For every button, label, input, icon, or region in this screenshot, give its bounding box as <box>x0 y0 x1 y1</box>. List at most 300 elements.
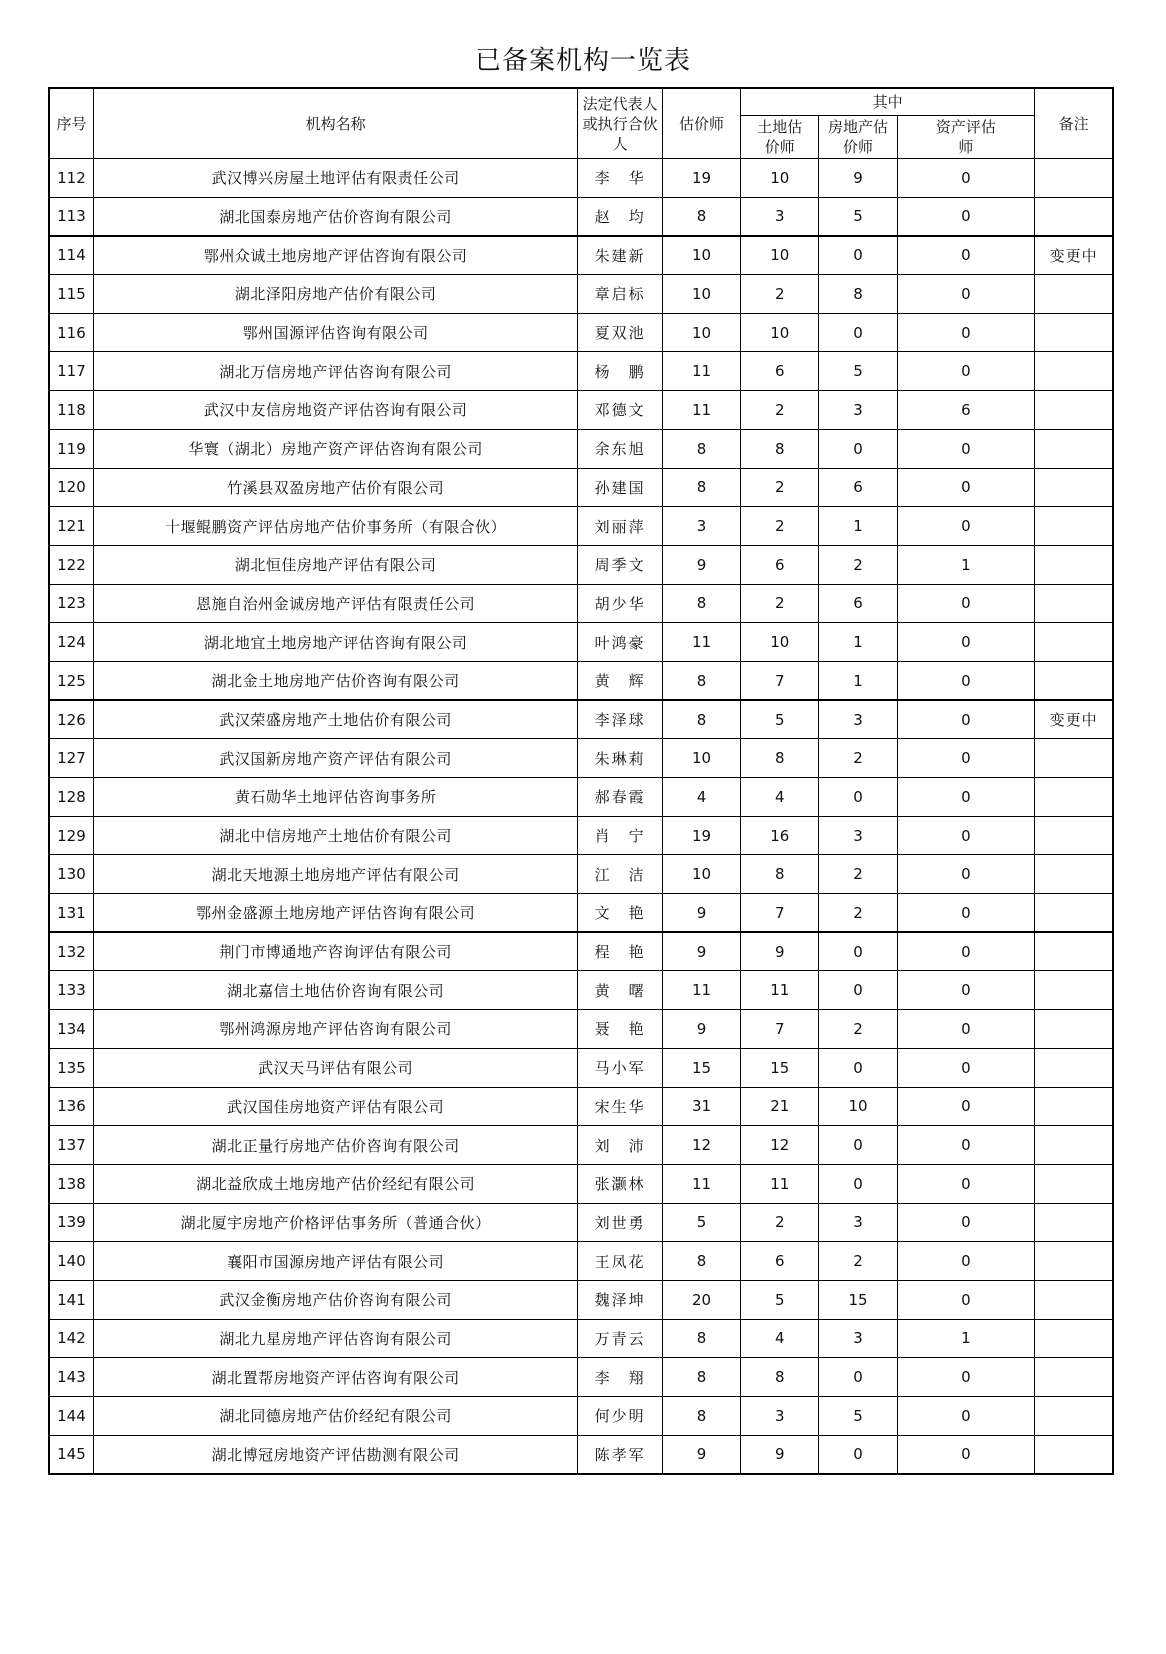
header-seq: 序号 <box>49 88 93 159</box>
cell-land-valuers: 5 <box>741 700 819 739</box>
cell-note <box>1035 932 1113 971</box>
cell-legal-rep: 李 翔 <box>578 1358 663 1397</box>
cell-realestate-valuers: 0 <box>819 236 897 275</box>
cell-seq: 116 <box>49 313 93 352</box>
cell-valuers: 8 <box>662 429 740 468</box>
cell-legal-rep: 黄 辉 <box>578 661 663 700</box>
cell-realestate-valuers: 2 <box>819 545 897 584</box>
cell-org-name: 湖北万信房地产评估咨询有限公司 <box>93 352 577 391</box>
cell-note <box>1035 1358 1113 1397</box>
cell-land-valuers: 8 <box>741 855 819 894</box>
cell-note <box>1035 1435 1113 1474</box>
cell-seq: 133 <box>49 971 93 1010</box>
cell-realestate-valuers: 2 <box>819 739 897 778</box>
cell-seq: 112 <box>49 159 93 198</box>
cell-realestate-valuers: 6 <box>819 468 897 507</box>
cell-valuers: 20 <box>662 1280 740 1319</box>
cell-realestate-valuers: 0 <box>819 1048 897 1087</box>
table-row <box>49 429 1113 468</box>
cell-asset-appraisers: 0 <box>897 623 1035 662</box>
registry-table <box>48 87 1114 1475</box>
cell-note <box>1035 468 1113 507</box>
cell-org-name: 华寰（湖北）房地产资产评估咨询有限公司 <box>93 429 577 468</box>
header-of-which: 其中 <box>741 88 1035 116</box>
cell-valuers: 10 <box>662 739 740 778</box>
cell-land-valuers: 2 <box>741 468 819 507</box>
cell-land-valuers: 10 <box>741 159 819 198</box>
cell-seq: 135 <box>49 1048 93 1087</box>
table-row <box>49 313 1113 352</box>
cell-seq: 115 <box>49 275 93 314</box>
cell-org-name: 湖北嘉信土地估价咨询有限公司 <box>93 971 577 1010</box>
cell-asset-appraisers: 0 <box>897 1048 1035 1087</box>
cell-realestate-valuers: 1 <box>819 623 897 662</box>
cell-asset-appraisers: 6 <box>897 391 1035 430</box>
table-row <box>49 391 1113 430</box>
cell-seq: 128 <box>49 778 93 817</box>
table-row <box>49 275 1113 314</box>
cell-legal-rep: 郝春霞 <box>578 778 663 817</box>
cell-realestate-valuers: 1 <box>819 507 897 546</box>
cell-note <box>1035 197 1113 236</box>
cell-legal-rep: 刘世勇 <box>578 1203 663 1242</box>
table-row <box>49 1397 1113 1436</box>
cell-org-name: 武汉金衡房地产估价咨询有限公司 <box>93 1280 577 1319</box>
cell-land-valuers: 12 <box>741 1126 819 1165</box>
cell-seq: 141 <box>49 1280 93 1319</box>
cell-land-valuers: 2 <box>741 1203 819 1242</box>
cell-land-valuers: 7 <box>741 1010 819 1049</box>
table-row <box>49 1203 1113 1242</box>
cell-org-name: 襄阳市国源房地产评估有限公司 <box>93 1242 577 1281</box>
cell-seq: 144 <box>49 1397 93 1436</box>
table-row <box>49 623 1113 662</box>
cell-land-valuers: 11 <box>741 971 819 1010</box>
cell-land-valuers: 10 <box>741 313 819 352</box>
cell-asset-appraisers: 0 <box>897 700 1035 739</box>
cell-realestate-valuers: 0 <box>819 1358 897 1397</box>
cell-legal-rep: 王凤花 <box>578 1242 663 1281</box>
cell-seq: 136 <box>49 1087 93 1126</box>
cell-org-name: 湖北国泰房地产估价咨询有限公司 <box>93 197 577 236</box>
table-row <box>49 1280 1113 1319</box>
cell-valuers: 10 <box>662 275 740 314</box>
cell-legal-rep: 孙建国 <box>578 468 663 507</box>
table-row <box>49 197 1113 236</box>
cell-valuers: 8 <box>662 700 740 739</box>
cell-valuers: 11 <box>662 1164 740 1203</box>
cell-note <box>1035 816 1113 855</box>
cell-org-name: 武汉博兴房屋土地评估有限责任公司 <box>93 159 577 198</box>
cell-legal-rep: 文 艳 <box>578 894 663 933</box>
table-row <box>49 1126 1113 1165</box>
cell-valuers: 19 <box>662 159 740 198</box>
cell-legal-rep: 刘 沛 <box>578 1126 663 1165</box>
cell-realestate-valuers: 10 <box>819 1087 897 1126</box>
cell-legal-rep: 张灏林 <box>578 1164 663 1203</box>
cell-realestate-valuers: 2 <box>819 894 897 933</box>
cell-asset-appraisers: 1 <box>897 1319 1035 1358</box>
cell-valuers: 9 <box>662 545 740 584</box>
cell-valuers: 8 <box>662 1319 740 1358</box>
cell-asset-appraisers: 0 <box>897 275 1035 314</box>
table-row <box>49 778 1113 817</box>
table-row <box>49 352 1113 391</box>
header-note: 备注 <box>1035 88 1113 159</box>
cell-realestate-valuers: 0 <box>819 971 897 1010</box>
cell-legal-rep: 叶鸿豪 <box>578 623 663 662</box>
cell-valuers: 5 <box>662 1203 740 1242</box>
cell-seq: 131 <box>49 894 93 933</box>
cell-realestate-valuers: 5 <box>819 352 897 391</box>
table-row <box>49 739 1113 778</box>
cell-note: 变更中 <box>1035 236 1113 275</box>
cell-land-valuers: 7 <box>741 894 819 933</box>
cell-note <box>1035 1164 1113 1203</box>
cell-realestate-valuers: 0 <box>819 313 897 352</box>
cell-legal-rep: 章启标 <box>578 275 663 314</box>
cell-note <box>1035 1126 1113 1165</box>
cell-asset-appraisers: 0 <box>897 1164 1035 1203</box>
table-row <box>49 236 1113 275</box>
cell-org-name: 湖北正量行房地产估价咨询有限公司 <box>93 1126 577 1165</box>
cell-seq: 127 <box>49 739 93 778</box>
cell-legal-rep: 肖 宁 <box>578 816 663 855</box>
cell-valuers: 8 <box>662 584 740 623</box>
cell-org-name: 武汉荣盛房地产土地估价有限公司 <box>93 700 577 739</box>
cell-realestate-valuers: 6 <box>819 584 897 623</box>
cell-note <box>1035 275 1113 314</box>
cell-org-name: 鄂州金盛源土地房地产评估咨询有限公司 <box>93 894 577 933</box>
cell-valuers: 11 <box>662 352 740 391</box>
cell-org-name: 鄂州鸿源房地产评估咨询有限公司 <box>93 1010 577 1049</box>
cell-legal-rep: 程 艳 <box>578 932 663 971</box>
cell-valuers: 9 <box>662 894 740 933</box>
cell-org-name: 湖北恒佳房地产评估有限公司 <box>93 545 577 584</box>
table-row <box>49 1048 1113 1087</box>
cell-realestate-valuers: 15 <box>819 1280 897 1319</box>
header-name: 机构名称 <box>93 88 577 159</box>
cell-seq: 140 <box>49 1242 93 1281</box>
cell-valuers: 4 <box>662 778 740 817</box>
cell-realestate-valuers: 3 <box>819 1319 897 1358</box>
cell-note <box>1035 1280 1113 1319</box>
cell-valuers: 11 <box>662 391 740 430</box>
cell-org-name: 荆门市博通地产咨询评估有限公司 <box>93 932 577 971</box>
cell-seq: 120 <box>49 468 93 507</box>
cell-org-name: 湖北厦宇房地产价格评估事务所（普通合伙） <box>93 1203 577 1242</box>
cell-valuers: 10 <box>662 236 740 275</box>
cell-land-valuers: 21 <box>741 1087 819 1126</box>
cell-asset-appraisers: 0 <box>897 159 1035 198</box>
cell-valuers: 8 <box>662 1358 740 1397</box>
cell-realestate-valuers: 3 <box>819 700 897 739</box>
cell-org-name: 湖北泽阳房地产估价有限公司 <box>93 275 577 314</box>
cell-asset-appraisers: 0 <box>897 739 1035 778</box>
cell-legal-rep: 夏双池 <box>578 313 663 352</box>
cell-legal-rep: 黄 曙 <box>578 971 663 1010</box>
cell-org-name: 湖北金土地房地产估价咨询有限公司 <box>93 661 577 700</box>
cell-legal-rep: 刘丽萍 <box>578 507 663 546</box>
cell-note <box>1035 429 1113 468</box>
cell-org-name: 湖北博冠房地资产评估勘测有限公司 <box>93 1435 577 1474</box>
cell-land-valuers: 8 <box>741 739 819 778</box>
cell-realestate-valuers: 5 <box>819 1397 897 1436</box>
cell-realestate-valuers: 0 <box>819 1164 897 1203</box>
cell-legal-rep: 宋生华 <box>578 1087 663 1126</box>
cell-seq: 122 <box>49 545 93 584</box>
header-realestate: 房地产估价师 <box>819 116 897 159</box>
cell-asset-appraisers: 0 <box>897 507 1035 546</box>
cell-legal-rep: 周季文 <box>578 545 663 584</box>
cell-asset-appraisers: 0 <box>897 1010 1035 1049</box>
cell-land-valuers: 6 <box>741 352 819 391</box>
cell-valuers: 8 <box>662 468 740 507</box>
table-row <box>49 894 1113 933</box>
header-land: 土地估价师 <box>741 116 819 159</box>
cell-valuers: 15 <box>662 1048 740 1087</box>
cell-asset-appraisers: 0 <box>897 778 1035 817</box>
cell-valuers: 9 <box>662 1010 740 1049</box>
table-row <box>49 1164 1113 1203</box>
cell-valuers: 8 <box>662 661 740 700</box>
cell-note <box>1035 391 1113 430</box>
cell-asset-appraisers: 0 <box>897 661 1035 700</box>
cell-note <box>1035 1010 1113 1049</box>
cell-realestate-valuers: 0 <box>819 778 897 817</box>
cell-land-valuers: 8 <box>741 1358 819 1397</box>
cell-asset-appraisers: 0 <box>897 1242 1035 1281</box>
cell-valuers: 31 <box>662 1087 740 1126</box>
cell-valuers: 19 <box>662 816 740 855</box>
cell-asset-appraisers: 0 <box>897 855 1035 894</box>
cell-valuers: 8 <box>662 1397 740 1436</box>
cell-realestate-valuers: 2 <box>819 855 897 894</box>
cell-org-name: 湖北益欣成土地房地产估价经纪有限公司 <box>93 1164 577 1203</box>
cell-seq: 118 <box>49 391 93 430</box>
cell-note: 变更中 <box>1035 700 1113 739</box>
header-valuers: 估价师 <box>662 88 740 159</box>
cell-seq: 132 <box>49 932 93 971</box>
cell-seq: 117 <box>49 352 93 391</box>
cell-seq: 114 <box>49 236 93 275</box>
cell-asset-appraisers: 0 <box>897 894 1035 933</box>
cell-note <box>1035 894 1113 933</box>
table-row <box>49 468 1113 507</box>
cell-legal-rep: 杨 鹏 <box>578 352 663 391</box>
cell-note <box>1035 1087 1113 1126</box>
cell-valuers: 11 <box>662 623 740 662</box>
cell-realestate-valuers: 3 <box>819 391 897 430</box>
cell-asset-appraisers: 0 <box>897 197 1035 236</box>
cell-land-valuers: 2 <box>741 391 819 430</box>
cell-org-name: 鄂州众诚土地房地产评估咨询有限公司 <box>93 236 577 275</box>
cell-note <box>1035 971 1113 1010</box>
cell-org-name: 恩施自治州金诚房地产评估有限责任公司 <box>93 584 577 623</box>
cell-org-name: 鄂州国源评估咨询有限公司 <box>93 313 577 352</box>
cell-seq: 126 <box>49 700 93 739</box>
cell-land-valuers: 8 <box>741 429 819 468</box>
cell-land-valuers: 11 <box>741 1164 819 1203</box>
cell-legal-rep: 赵 均 <box>578 197 663 236</box>
cell-seq: 145 <box>49 1435 93 1474</box>
cell-land-valuers: 16 <box>741 816 819 855</box>
cell-asset-appraisers: 0 <box>897 1126 1035 1165</box>
cell-asset-appraisers: 0 <box>897 352 1035 391</box>
table-row <box>49 932 1113 971</box>
cell-asset-appraisers: 0 <box>897 932 1035 971</box>
cell-land-valuers: 15 <box>741 1048 819 1087</box>
cell-seq: 124 <box>49 623 93 662</box>
cell-asset-appraisers: 0 <box>897 1203 1035 1242</box>
cell-legal-rep: 朱琳莉 <box>578 739 663 778</box>
cell-note <box>1035 1203 1113 1242</box>
cell-seq: 130 <box>49 855 93 894</box>
cell-land-valuers: 6 <box>741 545 819 584</box>
cell-valuers: 8 <box>662 197 740 236</box>
cell-org-name: 十堰鲲鹏资产评估房地产估价事务所（有限合伙） <box>93 507 577 546</box>
cell-seq: 139 <box>49 1203 93 1242</box>
table-row <box>49 159 1113 198</box>
cell-seq: 123 <box>49 584 93 623</box>
cell-land-valuers: 9 <box>741 932 819 971</box>
cell-valuers: 8 <box>662 1242 740 1281</box>
cell-note <box>1035 545 1113 584</box>
cell-legal-rep: 李泽球 <box>578 700 663 739</box>
cell-land-valuers: 10 <box>741 623 819 662</box>
cell-land-valuers: 7 <box>741 661 819 700</box>
cell-legal-rep: 马小军 <box>578 1048 663 1087</box>
table-row <box>49 855 1113 894</box>
cell-org-name: 武汉国佳房地资产评估有限公司 <box>93 1087 577 1126</box>
cell-realestate-valuers: 0 <box>819 429 897 468</box>
cell-seq: 113 <box>49 197 93 236</box>
cell-org-name: 黄石勋华土地评估咨询事务所 <box>93 778 577 817</box>
cell-realestate-valuers: 9 <box>819 159 897 198</box>
cell-asset-appraisers: 0 <box>897 1280 1035 1319</box>
cell-seq: 143 <box>49 1358 93 1397</box>
cell-valuers: 3 <box>662 507 740 546</box>
cell-seq: 121 <box>49 507 93 546</box>
cell-valuers: 10 <box>662 855 740 894</box>
cell-seq: 129 <box>49 816 93 855</box>
cell-land-valuers: 3 <box>741 1397 819 1436</box>
table-row <box>49 1358 1113 1397</box>
cell-org-name: 武汉中友信房地资产评估咨询有限公司 <box>93 391 577 430</box>
table-row <box>49 971 1113 1010</box>
cell-realestate-valuers: 2 <box>819 1242 897 1281</box>
cell-realestate-valuers: 1 <box>819 661 897 700</box>
cell-land-valuers: 3 <box>741 197 819 236</box>
table-row <box>49 1087 1113 1126</box>
cell-org-name: 竹溪县双盈房地产估价有限公司 <box>93 468 577 507</box>
cell-land-valuers: 2 <box>741 584 819 623</box>
cell-asset-appraisers: 0 <box>897 1397 1035 1436</box>
header-asset: 资产评估师 <box>897 116 1035 159</box>
cell-org-name: 湖北中信房地产土地估价有限公司 <box>93 816 577 855</box>
cell-org-name: 湖北地宜土地房地产评估咨询有限公司 <box>93 623 577 662</box>
cell-note <box>1035 1048 1113 1087</box>
cell-org-name: 湖北同德房地产估价经纪有限公司 <box>93 1397 577 1436</box>
cell-land-valuers: 4 <box>741 778 819 817</box>
cell-legal-rep: 何少明 <box>578 1397 663 1436</box>
cell-note <box>1035 507 1113 546</box>
cell-legal-rep: 胡少华 <box>578 584 663 623</box>
cell-realestate-valuers: 3 <box>819 816 897 855</box>
cell-land-valuers: 2 <box>741 507 819 546</box>
table-row <box>49 545 1113 584</box>
cell-land-valuers: 4 <box>741 1319 819 1358</box>
table-row <box>49 661 1113 700</box>
cell-asset-appraisers: 0 <box>897 1358 1035 1397</box>
cell-seq: 137 <box>49 1126 93 1165</box>
cell-note <box>1035 313 1113 352</box>
cell-note <box>1035 739 1113 778</box>
cell-realestate-valuers: 0 <box>819 932 897 971</box>
cell-legal-rep: 朱建新 <box>578 236 663 275</box>
cell-asset-appraisers: 0 <box>897 1087 1035 1126</box>
cell-asset-appraisers: 0 <box>897 1435 1035 1474</box>
cell-seq: 134 <box>49 1010 93 1049</box>
table-row <box>49 816 1113 855</box>
cell-valuers: 11 <box>662 971 740 1010</box>
cell-legal-rep: 江 洁 <box>578 855 663 894</box>
cell-legal-rep: 李 华 <box>578 159 663 198</box>
cell-valuers: 10 <box>662 313 740 352</box>
header-rep: 法定代表人或执行合伙人 <box>578 88 663 159</box>
cell-asset-appraisers: 0 <box>897 429 1035 468</box>
cell-note <box>1035 661 1113 700</box>
cell-legal-rep: 万青云 <box>578 1319 663 1358</box>
cell-realestate-valuers: 5 <box>819 197 897 236</box>
cell-realestate-valuers: 8 <box>819 275 897 314</box>
cell-asset-appraisers: 0 <box>897 584 1035 623</box>
cell-legal-rep: 聂 艳 <box>578 1010 663 1049</box>
cell-org-name: 武汉国新房地产资产评估有限公司 <box>93 739 577 778</box>
cell-land-valuers: 10 <box>741 236 819 275</box>
cell-note <box>1035 584 1113 623</box>
table-row <box>49 584 1113 623</box>
cell-org-name: 湖北置帮房地资产评估咨询有限公司 <box>93 1358 577 1397</box>
cell-org-name: 武汉天马评估有限公司 <box>93 1048 577 1087</box>
cell-legal-rep: 邓德文 <box>578 391 663 430</box>
cell-org-name: 湖北九星房地产评估咨询有限公司 <box>93 1319 577 1358</box>
cell-note <box>1035 1319 1113 1358</box>
cell-asset-appraisers: 0 <box>897 313 1035 352</box>
cell-seq: 125 <box>49 661 93 700</box>
cell-legal-rep: 魏泽坤 <box>578 1280 663 1319</box>
cell-note <box>1035 159 1113 198</box>
cell-seq: 138 <box>49 1164 93 1203</box>
cell-asset-appraisers: 0 <box>897 816 1035 855</box>
cell-realestate-valuers: 0 <box>819 1435 897 1474</box>
cell-note <box>1035 352 1113 391</box>
cell-note <box>1035 1397 1113 1436</box>
cell-realestate-valuers: 3 <box>819 1203 897 1242</box>
cell-land-valuers: 5 <box>741 1280 819 1319</box>
cell-asset-appraisers: 0 <box>897 971 1035 1010</box>
cell-note <box>1035 1242 1113 1281</box>
cell-valuers: 12 <box>662 1126 740 1165</box>
table-row <box>49 1242 1113 1281</box>
cell-legal-rep: 陈孝军 <box>578 1435 663 1474</box>
cell-note <box>1035 855 1113 894</box>
page-title: 已备案机构一览表 <box>474 46 691 76</box>
cell-note <box>1035 623 1113 662</box>
cell-asset-appraisers: 1 <box>897 545 1035 584</box>
cell-land-valuers: 6 <box>741 1242 819 1281</box>
cell-land-valuers: 9 <box>741 1435 819 1474</box>
